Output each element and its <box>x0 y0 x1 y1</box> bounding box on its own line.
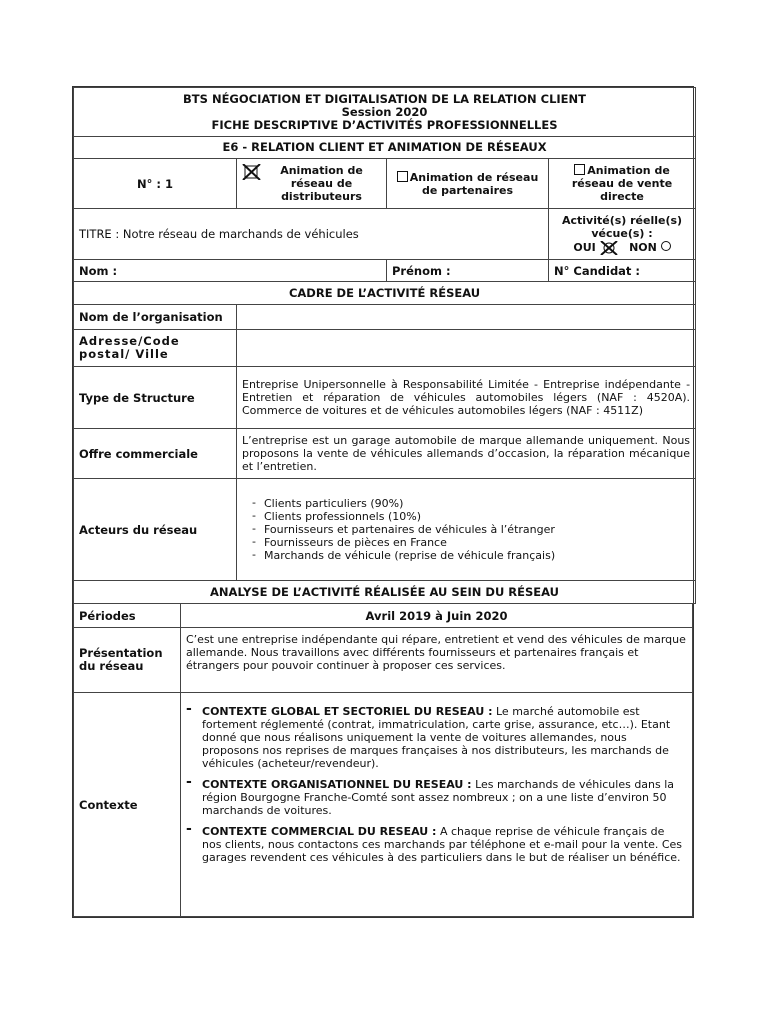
checkbox-icon[interactable] <box>397 171 408 182</box>
list-item: - Fournisseurs et partenaires de véhicules à l’étranger <box>252 523 690 536</box>
contexte-label: Contexte <box>74 693 181 917</box>
option-partenaires[interactable] <box>387 159 549 209</box>
adresse-value[interactable] <box>237 330 696 367</box>
titre-field: TITRE : Notre réseau de marchands de véhicules <box>74 209 549 260</box>
activite-label: Activité(s) réelle(s) vécue(s) : <box>561 213 683 240</box>
type-label: Type de Structure <box>74 367 237 429</box>
header-session: Session 2020 <box>341 104 428 119</box>
list-item: - Clients particuliers (90%) <box>252 497 690 510</box>
cadre-title: CADRE DE L’ACTIVITÉ RÉSEAU <box>74 282 696 305</box>
acteurs-label: Acteurs du réseau <box>74 479 237 581</box>
candidat-field[interactable]: N° Candidat : <box>549 260 696 282</box>
org-label: Nom de l’organisation <box>74 305 237 330</box>
periodes-label: Périodes <box>74 604 181 628</box>
contexte-global-title: CONTEXTE GLOBAL ET SECTORIEL DU RESEAU : <box>202 705 493 718</box>
checkbox-icon[interactable] <box>574 164 585 175</box>
analyse-title: ANALYSE DE L’ACTIVITÉ RÉALISÉE AU SEIN DU RÉSEAU <box>74 581 696 604</box>
contexte-global: - CONTEXTE GLOBAL ET SECTORIEL DU RESEAU : Le marché automobile est fortement réglementé (contrat, immatriculation, carte grise, assurance, etc…). Etant donné que nous réalisons uniquement la vente de voitures allemandes, nous proposons nos reprises de marques françaises à nos distributeurs, les marchands de véhicules (acheteur/revendeur). <box>186 701 671 770</box>
contexte-organisationnel-title: CONTEXTE ORGANISATIONNEL DU RESEAU : <box>202 778 472 791</box>
oui-label: OUI <box>573 240 596 254</box>
activite-reelle <box>549 209 696 260</box>
presentation-label: Présentation du réseau <box>74 628 181 693</box>
acteurs-list <box>237 479 696 581</box>
contexte-organisationnel: - CONTEXTE ORGANISATIONNEL DU RESEAU : Les marchands de véhicules dans la région Bourgogne Franche-Comté sont assez nombreux ; on a une liste d’environ 50 marchands de voitures. <box>186 774 675 817</box>
contexte-value <box>181 693 693 917</box>
option-distributeurs-label: Animation de réseau de distributeurs <box>280 164 363 203</box>
activity-sheet <box>72 86 694 918</box>
contexte-commercial: - CONTEXTE COMMERCIAL DU RESEAU : A chaque reprise de véhicule français de nos clients, nous contactons ces marchands par téléphone et e-mail pour la vente. Ces garages revendent ces véhicules à des particuliers dans le but de réaliser un bénéfice. <box>186 821 683 864</box>
option-vente-directe[interactable] <box>549 159 696 209</box>
nom-field[interactable]: Nom : <box>74 260 387 282</box>
contexte-commercial-text: A chaque reprise de véhicule français de nos clients, nous contactons ces marchands par téléphone et e-mail pour la vente. Ces garages revendent ces véhicules à des particuliers dans le but de réaliser un bénéfice. <box>202 825 683 864</box>
header-title: BTS NÉGOCIATION ET DIGITALISATION DE LA RELATION CLIENT <box>183 91 586 106</box>
document-header <box>74 88 696 137</box>
periodes-value: Avril 2019 à Juin 2020 <box>181 604 693 628</box>
header-subtitle: FICHE DESCRIPTIVE D’ACTIVITÉS PROFESSIONNELLES <box>211 117 558 132</box>
offre-value: L’entreprise est un garage automobile de marque allemande uniquement. Nous proposons la vente de véhicules allemands d’occasion, la réparation mécanique et l’entretien. <box>237 429 696 479</box>
presentation-value: C’est une entreprise indépendante qui répare, entretient et vend des véhicules de marque allemande. Nous travaillons avec différents fournisseurs et partenaires français et étrangers pour pouvoir continuer à proposer ces services. <box>181 628 693 693</box>
contexte-organisationnel-text: Les marchands de véhicules dans la région Bourgogne Franche-Comté sont assez nombreux ; on a une liste d’environ 50 marchands de voitures. <box>202 778 675 817</box>
option-vente-directe-label: Animation de réseau de vente directe <box>571 164 673 203</box>
option-partenaires-label: Animation de réseau de partenaires <box>409 170 539 197</box>
form-table <box>73 87 696 604</box>
non-radio-icon[interactable] <box>661 241 671 251</box>
non-label: NON <box>629 240 657 254</box>
analyse-table <box>73 603 693 917</box>
org-value[interactable] <box>237 305 696 330</box>
offre-label: Offre commerciale <box>74 429 237 479</box>
type-value: Entreprise Unipersonnelle à Responsabilité Limitée - Entreprise indépendante - Entretien et réparation de véhicules automobiles légers (NAF : 4520A). Commerce de voitures et de véhicules automobiles légers (NAF : 4511Z) <box>237 367 696 429</box>
oui-checked-icon[interactable] <box>600 241 618 255</box>
sheet-number: N° : 1 <box>74 159 237 209</box>
adresse-label: Adresse/Code postal/ Ville <box>74 330 237 367</box>
checked-box-icon[interactable] <box>242 164 262 180</box>
contexte-global-text: Le marché automobile est fortement réglementé (contrat, immatriculation, carte grise, assurance, etc…). Etant donné que nous réalisons uniquement la vente de voitures allemandes, nous proposons nos reprises de marques françaises à nos distributeurs, les marchands de véhicules (acheteur/revendeur). <box>202 705 671 770</box>
list-item: - Clients professionnels (10%) <box>252 510 690 523</box>
list-item: - Fournisseurs de pièces en France <box>252 536 690 549</box>
prenom-field[interactable]: Prénom : <box>387 260 549 282</box>
list-item: - Marchands de véhicule (reprise de véhicule français) <box>252 549 690 562</box>
epreuve-title: E6 - RELATION CLIENT ET ANIMATION DE RÉSEAUX <box>74 137 696 159</box>
contexte-commercial-title: CONTEXTE COMMERCIAL DU RESEAU : <box>202 825 437 838</box>
option-distributeurs[interactable] <box>237 159 387 209</box>
